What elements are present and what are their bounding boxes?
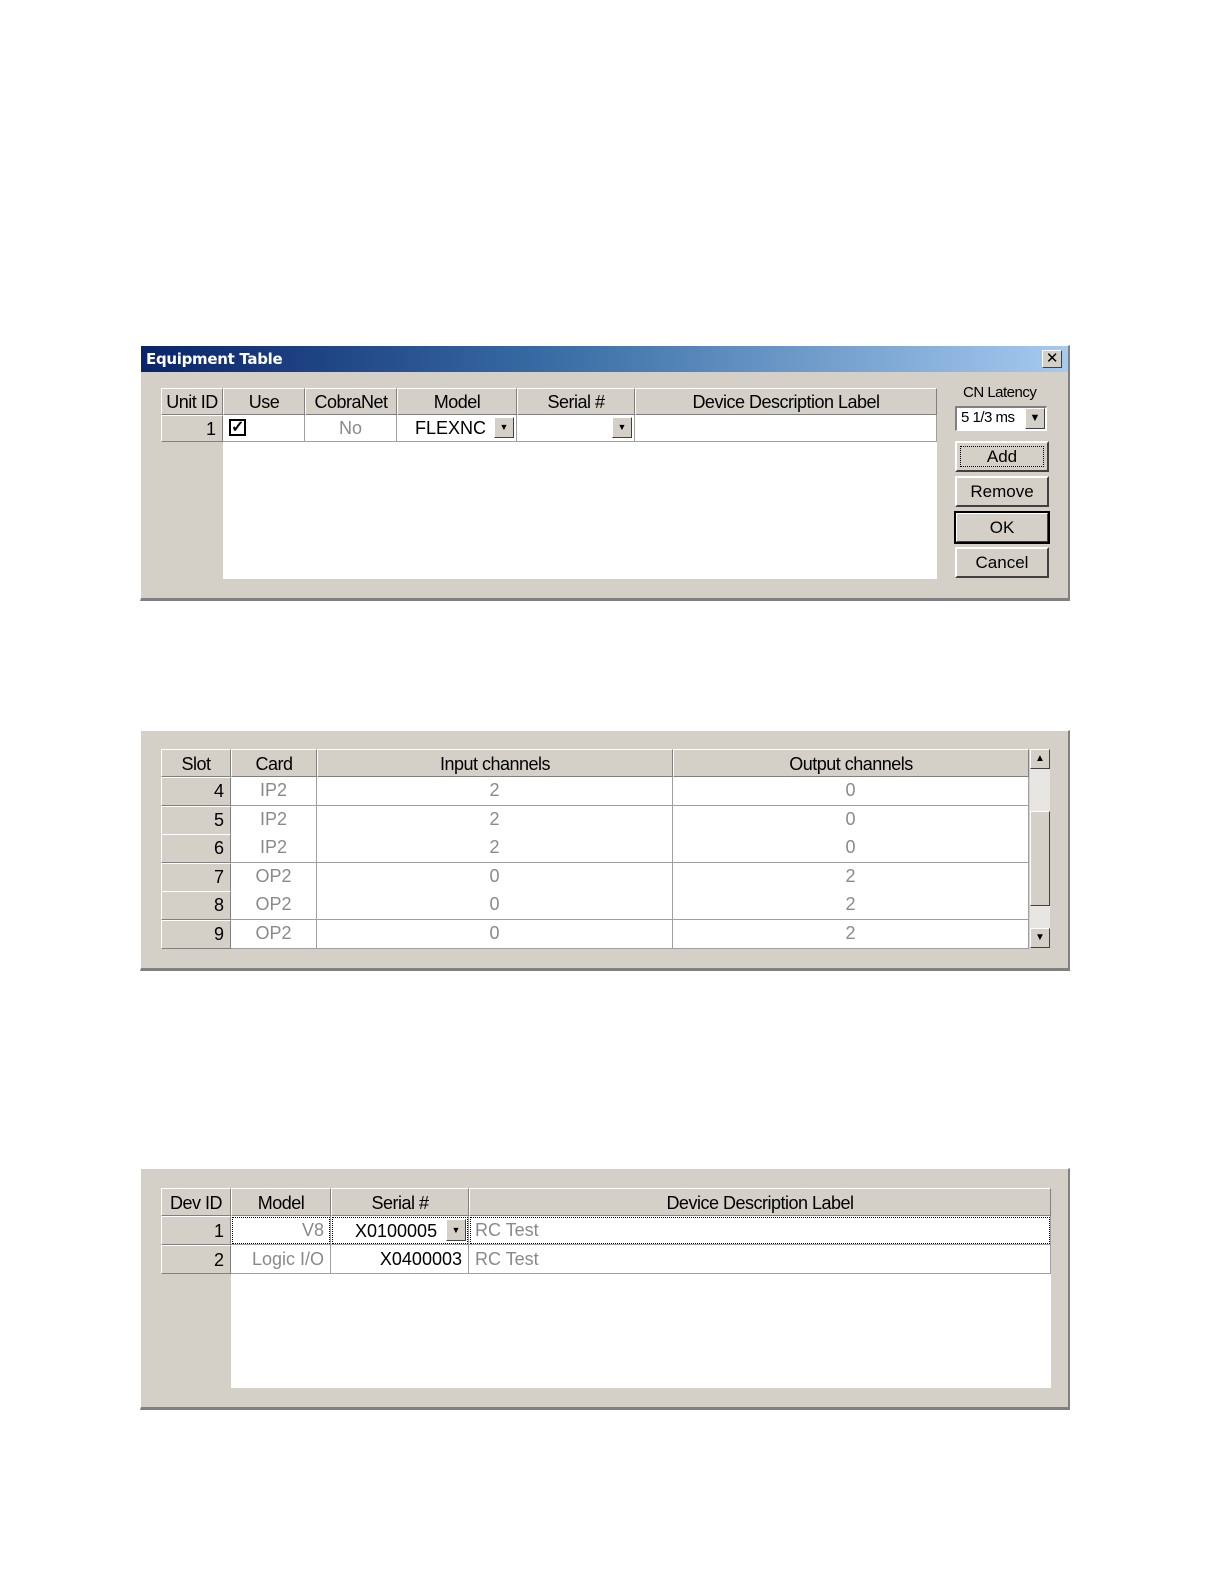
equipment-table-dialog: [140, 345, 1070, 601]
card-cell[interactable]: IP2: [231, 834, 317, 863]
model-value: FLEXNC: [415, 418, 487, 438]
output-channels-cell[interactable]: 2: [673, 891, 1029, 920]
dialog-title: Equipment Table: [146, 350, 283, 368]
serial-cell[interactable]: [517, 415, 635, 442]
row-header-slot[interactable]: 7: [161, 863, 231, 892]
card-cell[interactable]: OP2: [231, 920, 317, 949]
scroll-thumb[interactable]: [1030, 811, 1050, 906]
row-header-dev-id[interactable]: 2: [161, 1245, 231, 1274]
column-header-model[interactable]: Model: [397, 388, 517, 415]
column-header-unit-id[interactable]: Unit ID: [161, 388, 223, 415]
column-header-device-description-label[interactable]: Device Description Label: [635, 388, 937, 415]
cancel-button[interactable]: [955, 547, 1049, 578]
slot-table-panel: [140, 730, 1070, 971]
row-header-slot[interactable]: 4: [161, 777, 231, 806]
serial-dropdown-arrow-icon[interactable]: ▼: [446, 1219, 466, 1241]
column-header-serial[interactable]: Serial #: [517, 388, 635, 415]
slot-table-scrollbar[interactable]: [1030, 749, 1050, 948]
card-cell[interactable]: OP2: [231, 863, 317, 892]
column-header-model[interactable]: Model: [231, 1188, 331, 1216]
row-header-unit-id[interactable]: 1: [161, 415, 223, 442]
device-table-empty-area: [231, 1274, 1051, 1388]
column-header-input-channels[interactable]: Input channels: [317, 749, 673, 777]
column-header-dev-id[interactable]: Dev ID: [161, 1188, 231, 1216]
output-channels-cell[interactable]: 0: [673, 834, 1029, 863]
input-channels-cell[interactable]: 0: [317, 920, 673, 949]
device-model-cell[interactable]: Logic I/O: [231, 1245, 331, 1274]
scroll-up-arrow-icon[interactable]: ▲: [1030, 749, 1050, 769]
output-channels-cell[interactable]: 2: [673, 863, 1029, 892]
card-cell[interactable]: IP2: [231, 777, 317, 806]
input-channels-cell[interactable]: 0: [317, 891, 673, 920]
equipment-table-empty-area: [223, 442, 937, 579]
cancel-button-label: Cancel: [975, 553, 1029, 572]
row-header-slot[interactable]: 5: [161, 806, 231, 835]
ok-button[interactable]: [955, 512, 1049, 543]
card-cell[interactable]: IP2: [231, 806, 317, 835]
device-serial-cell[interactable]: [331, 1216, 469, 1245]
row-header-dev-id[interactable]: 1: [161, 1216, 231, 1245]
input-channels-cell[interactable]: 2: [317, 806, 673, 835]
use-checkbox[interactable]: ✓: [231, 419, 245, 436]
add-button-label: Add: [986, 447, 1018, 466]
output-channels-cell[interactable]: 0: [673, 777, 1029, 806]
input-channels-cell[interactable]: 2: [317, 834, 673, 863]
device-serial-value: X0100005: [355, 1221, 438, 1241]
column-header-card[interactable]: Card: [231, 749, 317, 777]
device-serial-cell[interactable]: X0400003: [331, 1245, 469, 1274]
device-row-header-empty-area: [161, 1274, 231, 1388]
scroll-down-arrow-icon[interactable]: ▼: [1030, 928, 1050, 948]
column-header-serial[interactable]: Serial #: [331, 1188, 469, 1216]
card-cell[interactable]: OP2: [231, 891, 317, 920]
model-cell[interactable]: [397, 415, 517, 442]
input-channels-cell[interactable]: 2: [317, 777, 673, 806]
output-channels-cell[interactable]: 2: [673, 920, 1029, 949]
device-table-panel: [140, 1168, 1070, 1410]
column-header-use[interactable]: Use: [223, 388, 305, 415]
cn-latency-value: 5 1/3 ms: [961, 409, 1015, 426]
cn-latency-dropdown-arrow-icon[interactable]: ▼: [1025, 408, 1045, 429]
add-button[interactable]: [955, 441, 1049, 472]
row-header-slot[interactable]: 9: [161, 920, 231, 949]
remove-button-label: Remove: [970, 482, 1034, 501]
close-icon[interactable]: ✕: [1042, 350, 1062, 368]
column-header-slot[interactable]: Slot: [161, 749, 231, 777]
use-cell: [223, 415, 305, 442]
device-description-label-cell[interactable]: RC Test: [469, 1216, 1051, 1245]
input-channels-cell[interactable]: 0: [317, 863, 673, 892]
cobranet-cell: No: [305, 415, 397, 442]
model-dropdown-arrow-icon[interactable]: ▼: [494, 417, 514, 438]
device-description-label-cell[interactable]: [635, 415, 937, 442]
device-model-cell[interactable]: V8: [231, 1216, 331, 1245]
column-header-output-channels[interactable]: Output channels: [673, 749, 1029, 777]
ok-button-label: OK: [989, 518, 1015, 537]
row-header-slot[interactable]: 8: [161, 891, 231, 920]
output-channels-cell[interactable]: 0: [673, 806, 1029, 835]
cn-latency-select[interactable]: [955, 406, 1047, 431]
device-description-label-cell[interactable]: RC Test: [469, 1245, 1051, 1274]
column-header-cobranet[interactable]: CobraNet: [305, 388, 397, 415]
column-header-device-description-label[interactable]: Device Description Label: [469, 1188, 1051, 1216]
row-header-slot[interactable]: 6: [161, 834, 231, 863]
dialog-title-bar: [141, 346, 1068, 372]
serial-dropdown-arrow-icon[interactable]: ▼: [612, 417, 632, 438]
cn-latency-label: CN Latency: [963, 384, 1037, 401]
remove-button[interactable]: [955, 476, 1049, 507]
